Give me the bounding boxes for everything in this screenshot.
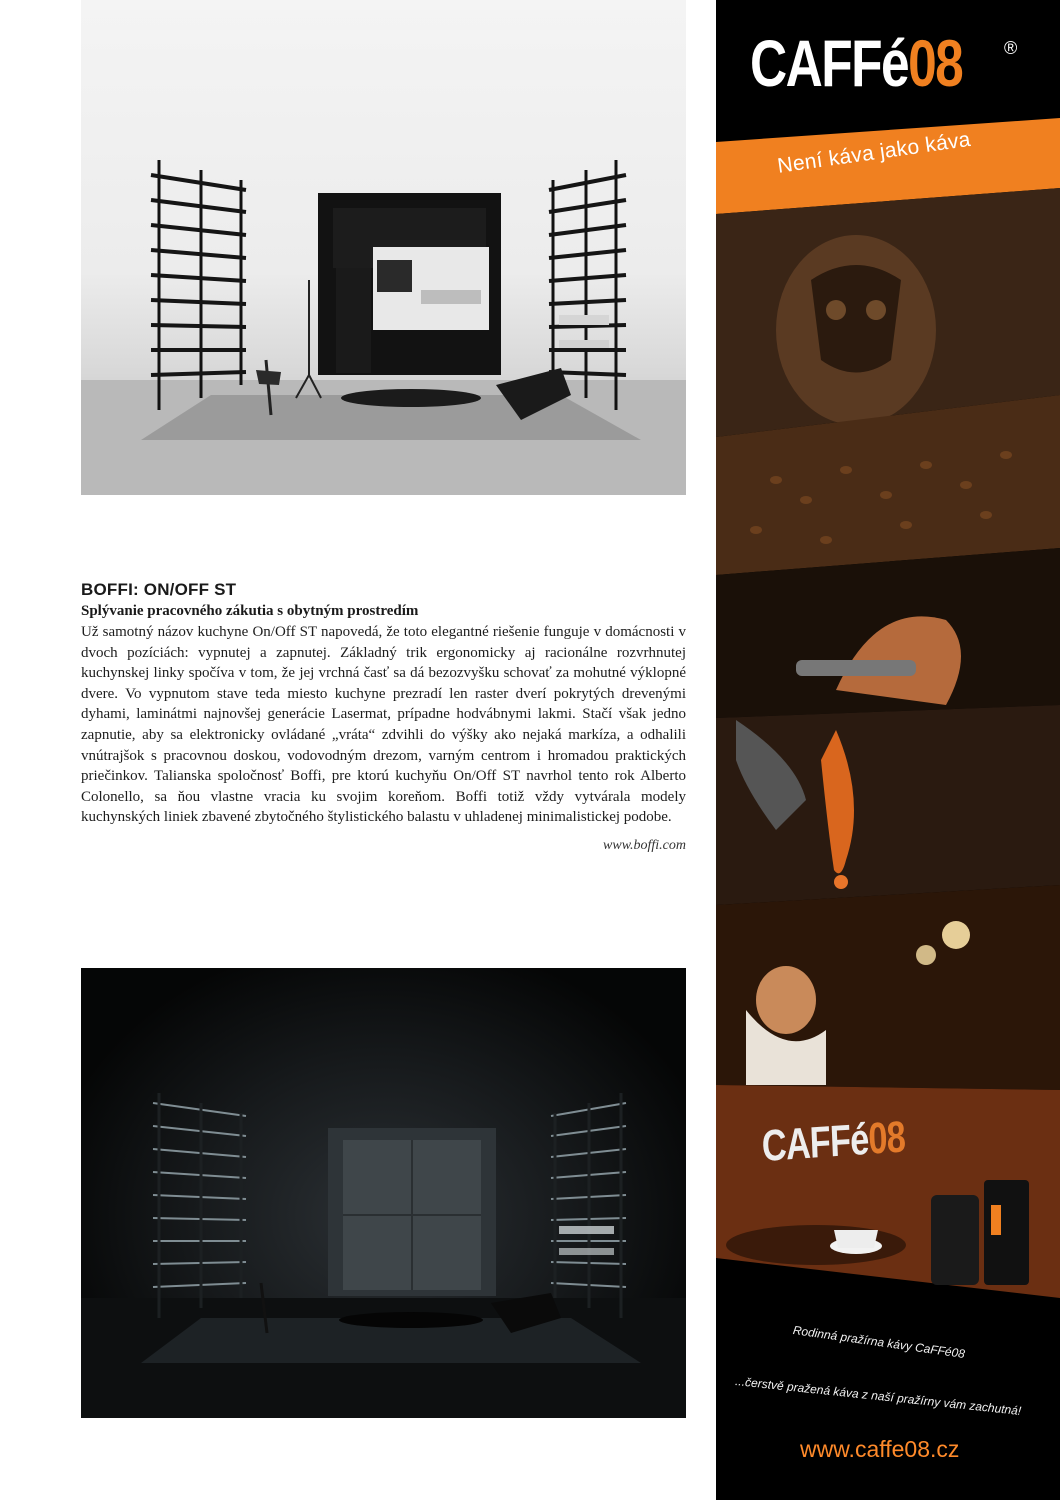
caffe08-product-logo: CAFFé08 bbox=[760, 1112, 906, 1171]
caffe08-logo: CAFFé08 bbox=[750, 26, 963, 100]
ad-tagline-roastery: Rodinná pražírna kávy CaFFé08 bbox=[792, 1323, 966, 1361]
article bbox=[81, 580, 686, 854]
kitchen-photo-bottom bbox=[81, 968, 686, 1418]
registered-mark: ® bbox=[1004, 38, 1018, 58]
article-body: Už samotný názov kuchyne On/Off ST napovedá, že toto elegantné riešenie funguje v domácnosti v dvoch pozíciách: vypnutej a zapnutej. Základný trik ergonomicky aj racionálne rozvrhnutej kuchynskej linky spočíva v tom, že jej vrchná časť sa dá bezozvyšku schovať za mohutné výklopné dvere. Vo vypnutom stave teda miesto kuchyne prezradí len raster dverí pokrytých drevenými dyhami, laminátmi najnovšej generácie Lasermat, prípadne hodvábnymi lakmi. Stačí však jedno zapnutie, aby sa elektronicky ovládané „vráta“ zdvihli do výšky ako nejaká markíza, a odhalili vnútrajšok s pracovnou doskou, vodovodným drezom, varným centrom i hromadou praktických priečinkov. Talianska spoločnosť Boffi, pre ktorú kuchyňu On/Off ST navrhol tento rok Alberto Colonello, sa ňou vlastne vracia ku svojim koreňom. Boffi totiž vždy vytvárala modely kuchynských liniek zbavené zbytočného štylistického balastu v uhladenej minimalistickej podobe. bbox=[81, 624, 686, 826]
article-heading: BOFFI: ON/OFF ST bbox=[81, 580, 237, 599]
article-url-link[interactable]: www.boffi.com bbox=[603, 837, 686, 853]
caffe08-advertisement bbox=[716, 0, 1060, 1500]
kitchen-photo-top bbox=[81, 0, 686, 495]
ad-slogan: Není káva jako káva bbox=[776, 127, 973, 178]
ad-url-link[interactable]: www.caffe08.cz bbox=[800, 1436, 960, 1462]
ad-tagline-fresh: ...čerstvě pražená káva z naší pražírny vám zachutná! bbox=[734, 1374, 1022, 1418]
article-subheading: Splývanie pracovného zákutia s obytným prostredím bbox=[81, 603, 419, 619]
